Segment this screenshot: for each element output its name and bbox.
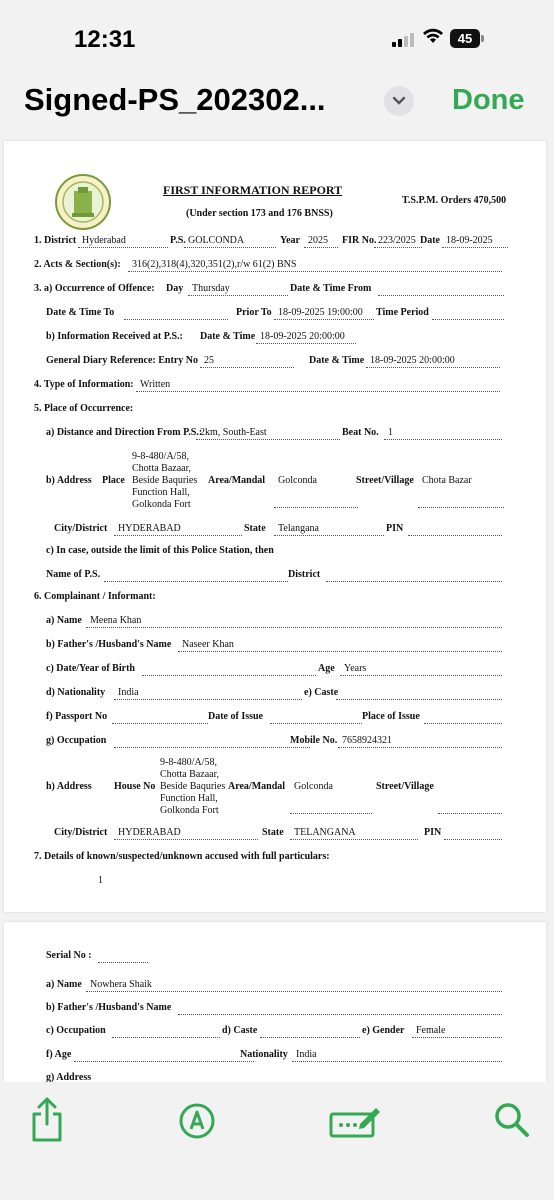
address-line: Golkonda Fort [132,499,191,510]
dt-to-label: Date & Time To [46,307,115,318]
city-label: City/District [54,523,108,534]
address-line: Beside Baquries [132,475,198,486]
date-label: Date [420,235,440,246]
telangana-emblem-icon [54,173,112,236]
serial-label: Serial No : [46,950,92,961]
fir-no-value: 223/2025 [374,235,422,248]
accused-label: 7. Details of known/suspected/unknown accused with full particulars: [34,851,330,862]
dt-from-label: Date & Time From [290,283,372,294]
c-pin-label: PIN [424,827,442,838]
document-page [4,141,546,912]
pin-label: PIN [386,523,404,534]
accused-count: 1 [98,875,103,886]
c-pin-value [444,827,502,840]
fir-subtitle: (Under section 173 and 176 BNSS) [186,208,333,219]
c-dob-label: c) Date/Year of Birth [46,663,135,674]
fir-no-label: FIR No. [342,235,377,246]
title-menu-button[interactable] [384,86,414,116]
c-poi-label: Place of Issue [362,711,420,722]
status-time: 12:31 [74,26,136,53]
a-gender-value: Female [412,1025,502,1038]
c-city-value: HYDERABAD [114,827,258,840]
name-ps-label: Name of P.S. [46,569,101,580]
dt-to-value [124,307,228,320]
a-name-label: a) Name [46,979,82,990]
c-state-label: State [262,827,284,838]
year-value: 2025 [304,235,338,248]
a-address-label: g) Address [46,1072,92,1082]
a-occupation-value [112,1025,220,1038]
address-line: 9-8-480/A/58, [160,757,217,768]
prior-to-value: 18-09-2025 19:00:00 [274,307,374,320]
chevron-down-icon [392,96,406,106]
a-age-label: f) Age [46,1049,72,1060]
wifi-icon [422,28,444,49]
address-line: Function Hall, [132,487,190,498]
ps-label: P.S. [170,235,186,246]
c-mobile-value: 7658924321 [338,735,502,748]
address-line: Chotta Bazaar, [160,769,220,780]
gd-dt-value: 18-09-2025 20:00:00 [366,355,500,368]
c-area-value: Golconda [290,781,372,814]
c-nat-label: d) Nationality [46,687,106,698]
place-sub-label: Place [102,475,125,486]
time-period-value [432,307,504,320]
state-label: State [244,523,266,534]
distance-label: a) Distance and Direction From P.S.: [46,427,203,438]
c-passport-label: f) Passport No [46,711,108,722]
signature-icon[interactable] [328,1102,382,1145]
c-occupation-label: g) Occupation [46,735,107,746]
district2-label: District [288,569,321,580]
c-address-label: h) Address [46,781,92,792]
c-dob-value [142,663,316,676]
document-title[interactable]: Signed-PS_202302... [24,82,326,117]
day-value: Thursday [188,283,288,296]
a-nationality-value: India [292,1049,502,1062]
c-city-label: City/District [54,827,108,838]
c-occupation-value [114,735,310,748]
fir-title: FIRST INFORMATION REPORT [163,183,343,197]
complainant-label: 6. Complainant / Informant: [34,591,156,602]
a-father-label: b) Father's /Husband's Name [46,1002,172,1013]
a-caste-value [260,1025,360,1038]
battery-icon: 45 [450,29,480,48]
district2-value [326,569,502,582]
c-address-block [160,757,225,817]
acts-value: 316(2),318(4),320,351(2),r/w 61(2) BNS [128,259,502,272]
street-label: Street/Village [356,475,414,486]
day-label: Day [166,283,184,294]
c-caste-value [336,687,502,700]
c-nat-value: India [114,687,302,700]
beat-label: Beat No. [342,427,379,438]
a-father-value [178,1002,502,1015]
address-line: Golkonda Fort [160,805,219,816]
c-doi-value [270,711,362,724]
c-father-label: b) Father's /Husband's Name [46,639,172,650]
district-value: Hyderabad [78,235,168,248]
c-age-value: Years [340,663,502,676]
c-father-value: Naseer Khan [178,639,502,652]
city-value: HYDERABAD [114,523,242,536]
address-line: Beside Baquries [160,781,226,792]
a-name-value: Nowhera Shaik [86,979,502,992]
share-icon[interactable] [28,1096,66,1149]
a-nationality-label: Nationality [240,1049,288,1060]
street-value: Chota Bazar [418,475,504,508]
c-passport-value [112,711,208,724]
state-value: Telangana [274,523,384,536]
c-poi-value [424,711,502,724]
serial-value [98,950,148,963]
bottom-toolbar [0,1082,554,1200]
type-value: Written [136,379,500,392]
date-value: 18-09-2025 [442,235,508,248]
name-ps-value [104,569,288,582]
address-line: Function Hall, [160,793,218,804]
prior-to-label: Prior To [236,307,272,318]
district-label: 1. District [34,235,77,246]
occurrence-label: 3. a) Occurrence of Offence: [34,283,155,294]
year-label: Year [280,235,300,246]
place-label: 5. Place of Occurrence: [34,403,134,414]
time-period-label: Time Period [376,307,429,318]
a-gender-label: e) Gender [362,1025,405,1036]
markup-icon[interactable] [178,1102,216,1145]
c-doi-label: Date of Issue [208,711,263,722]
document-page-2 [4,922,546,1082]
area-label: Area/Mandal [208,475,266,486]
address-line: 9-8-480/A/58, [132,451,189,462]
type-label: 4. Type of Information: [34,379,134,390]
outside-limit-label: c) In case, outside the limit of this Police Station, then [46,545,274,556]
signal-icon [392,31,416,47]
c-mobile-label: Mobile No. [290,735,338,746]
orders-label: T.S.P.M. Orders 470,500 [402,195,507,206]
address-line: Chotta Bazaar, [132,463,192,474]
c-street-value [438,781,502,814]
a-occupation-label: c) Occupation [46,1025,106,1036]
pin-value [408,523,502,536]
c-state-value: TELANGANA [290,827,418,840]
gd-dt-label: Date & Time [309,355,365,366]
gd-label: General Diary Reference: Entry No [46,355,198,366]
c-house-label: House No [114,781,156,792]
done-button[interactable]: Done [452,84,525,116]
gd-entry-value: 25 [200,355,294,368]
dt-from-value [378,283,504,296]
c-age-label: Age [318,663,335,674]
place-address-block [132,451,197,511]
acts-label: 2. Acts & Section(s): [34,259,121,270]
distance-value: 2km, South-East [196,427,340,440]
info-received-label: b) Information Received at P.S.: [46,331,183,342]
info-received-dt-label: Date & Time [200,331,256,342]
c-caste-label: e) Caste [304,687,339,698]
area-value: Golconda [274,475,358,508]
a-caste-label: d) Caste [222,1025,258,1036]
a-age-value [74,1049,254,1062]
c-area-label: Area/Mandal [228,781,286,792]
status-indicators [392,28,480,49]
c-name-value: Meena Khan [86,615,502,628]
search-icon[interactable] [494,1102,530,1143]
address-label: b) Address [46,475,92,486]
ps-value: GOLCONDA [184,235,276,248]
c-name-label: a) Name [46,615,82,626]
beat-value: 1 [384,427,502,440]
c-street-label: Street/Village [376,781,434,792]
info-received-value: 18-09-2025 20:00:00 [256,331,356,344]
